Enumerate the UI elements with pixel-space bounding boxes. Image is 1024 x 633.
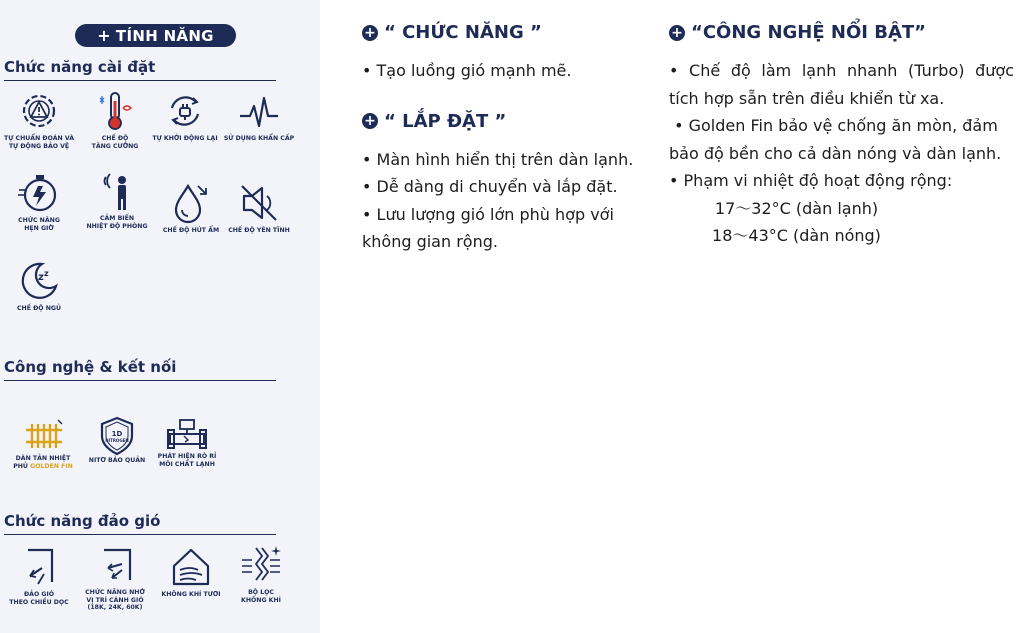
technology-line: • Phạm vi nhiệt độ hoạt động rộng: — [669, 171, 953, 190]
features-header-pill — [75, 24, 236, 47]
temperature-range-indoor: 17～32°C (dàn lạnh) — [714, 198, 879, 218]
feature-label — [6, 455, 80, 470]
feature-label: TỰ KHỞI ĐỘNG LẠI — [152, 135, 218, 142]
feature-sleep-mode — [2, 258, 76, 313]
temperature-range-outdoor: 18～43°C (dàn nóng) — [712, 226, 881, 245]
section-title-air-swing: Chức năng đảo gió — [4, 512, 276, 535]
plus-icon: + — [97, 26, 111, 45]
pulse-icon — [236, 88, 282, 134]
function-title: “ CHỨC NĂNG ” — [384, 22, 542, 43]
thermometer-icon — [92, 88, 138, 134]
feature-leak-detection — [150, 416, 224, 468]
feature-label: SỬ DỤNG KHẨN CẤP — [223, 135, 295, 142]
install-line: không gian rộng. — [362, 232, 498, 251]
person-sensor-icon — [94, 168, 140, 214]
feature-label: PHÁT HIỆN RÒ RỈ MÔI CHẤT LẠNH — [157, 453, 217, 468]
circle-plus-icon: + — [362, 25, 378, 41]
function-heading — [362, 22, 662, 43]
function-column — [362, 22, 662, 256]
feature-emergency-use — [222, 88, 296, 143]
technology-line: tích hợp sẵn trên điều khiển từ xa. — [669, 88, 945, 108]
feature-label: CHẾ ĐỘ YÊN TĨNH — [228, 227, 290, 234]
shield-nitrogen-icon — [94, 416, 140, 456]
svg-text:1D: 1D — [111, 430, 123, 438]
feature-timer — [2, 170, 76, 232]
feature-label: CẢM BIẾN NHIỆT ĐỘ PHÒNG — [86, 215, 148, 230]
install-line: • Màn hình hiển thị trên dàn lạnh. — [362, 149, 634, 169]
water-drop-icon — [168, 180, 214, 226]
gear-warning-icon — [16, 88, 62, 134]
install-title: “ LẮP ĐẶT ” — [384, 110, 507, 132]
install-line: • Dễ dàng di chuyển và lắp đặt. — [362, 177, 618, 196]
svg-text:NITROGEN: NITROGEN — [105, 438, 129, 443]
install-line: • Lưu lượng gió lớn phù hợp với — [362, 204, 614, 224]
feature-boost-mode — [78, 88, 152, 150]
feature-room-sensor — [80, 168, 154, 230]
label-text: DÀN TẢN NHIỆT PHỦ — [13, 455, 71, 470]
feature-self-diagnosis — [2, 88, 76, 150]
feature-fresh-air — [154, 544, 228, 599]
golden-fin-text: GOLDEN FIN — [30, 462, 73, 470]
svg-text:z: z — [44, 269, 49, 278]
technology-line: bảo độ bền cho cả dàn nóng và dàn lạnh. — [669, 143, 1002, 163]
mute-speaker-icon — [236, 180, 282, 226]
radiator-fin-icon — [20, 418, 66, 454]
fresh-air-house-icon — [168, 544, 214, 590]
feature-label: CHẾ ĐỘ HÚT ẨM — [162, 227, 220, 234]
timer-icon — [16, 170, 62, 216]
louver-memory-icon — [92, 544, 138, 588]
svg-text:z: z — [38, 272, 44, 283]
circle-plus-icon: + — [362, 113, 378, 129]
install-heading — [362, 111, 662, 132]
feature-dehumidify — [154, 180, 228, 235]
feature-label: CHẾ ĐỘ NGỦ — [17, 305, 61, 312]
feature-quiet-mode — [222, 180, 296, 235]
section-title-settings: Chức năng cài đặt — [4, 58, 276, 81]
features-header-label: TÍNH NĂNG — [115, 26, 214, 45]
technology-line: • Golden Fin bảo vệ chống ăn mòn, đảm — [669, 116, 998, 135]
vertical-swing-icon — [16, 544, 62, 590]
feature-vertical-swing — [2, 544, 76, 606]
feature-label: NITƠ BẢO QUẢN — [88, 457, 146, 464]
feature-label: BỘ LỌC KHÔNG KHÍ — [241, 589, 281, 604]
feature-label: CHẾ ĐỘ TĂNG CƯỜNG — [91, 135, 139, 150]
feature-label: KHÔNG KHÍ TƯƠI — [161, 591, 221, 598]
feature-label: TỰ CHUẨN ĐOÁN VÀ TỰ ĐỘNG BẢO VỆ — [4, 135, 74, 150]
air-filter-icon — [238, 542, 284, 588]
function-line: • Tạo luồng gió mạnh mẽ. — [362, 61, 572, 80]
feature-golden-fin — [6, 418, 80, 470]
feature-label: CHỨC NĂNG HẸN GIỜ — [18, 217, 60, 232]
moon-sleep-icon — [16, 258, 62, 304]
technology-column — [669, 22, 1014, 250]
section-title-technology: Công nghệ & kết nối — [4, 358, 276, 381]
feature-air-filter — [224, 542, 298, 604]
feature-label: CHỨC NĂNG NHỚ VỊ TRÍ CÁNH GIÓ (18K, 24K, 60K) — [85, 589, 145, 611]
technology-line: • Chế độ làm lạnh nhanh (Turbo) được — [669, 61, 1014, 80]
pipe-leak-icon — [164, 416, 210, 452]
feature-label: ĐẢO GIÓ THEO CHIỀU DỌC — [9, 591, 69, 606]
features-sidebar — [0, 0, 320, 633]
technology-title: “CÔNG NGHỆ NỔI BẬT” — [691, 22, 927, 43]
circle-plus-icon: + — [669, 25, 685, 41]
power-plug-restart-icon — [162, 88, 208, 134]
feature-nitrogen — [80, 416, 154, 465]
feature-louver-memory — [78, 544, 152, 612]
feature-auto-restart — [148, 88, 222, 143]
technology-heading — [669, 22, 1014, 43]
